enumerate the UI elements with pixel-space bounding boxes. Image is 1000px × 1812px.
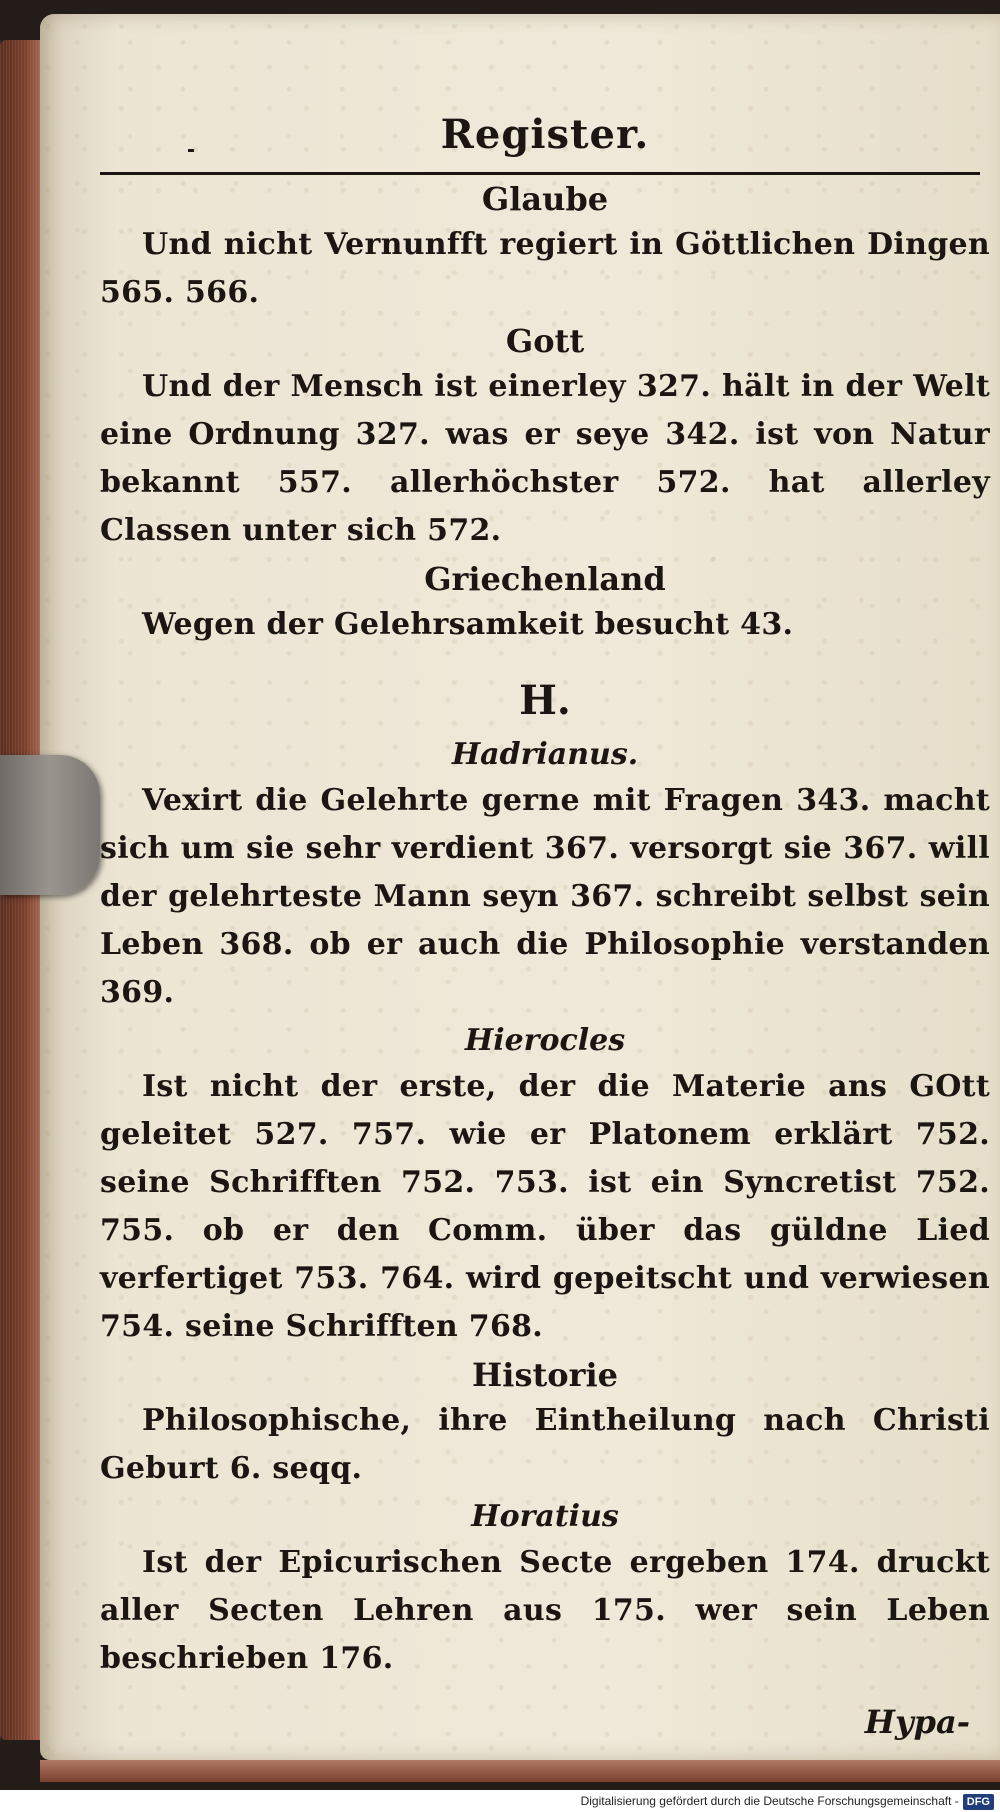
- entry-text: Und nicht Vernunfft regiert in Göttlichen Dingen 565. 566.: [100, 227, 990, 310]
- entry-griechenland: [100, 557, 990, 649]
- entry-heading: Griechenland: [424, 560, 666, 598]
- entry-glaube: [100, 177, 990, 317]
- entry-heading: Historie: [472, 1356, 618, 1394]
- entry-text: Vexirt die Gelehrte gerne mit Fragen 343. macht sich um sie sehr verdient 367. versorgt sie 367. will der gelehrteste Mann seyn 367. schreibt selbst sein Leben 368. ob er auch die Philosophie verstanden 369.: [100, 783, 990, 1010]
- section-letter-h: H.: [519, 677, 571, 724]
- entry-hadrianus: [100, 733, 990, 1017]
- entry-text: Ist der Epicurischen Secte ergeben 174. druckt aller Secten Lehren aus 175. wer sein Leben beschrieben 176.: [100, 1545, 990, 1676]
- header-rule: [100, 172, 980, 175]
- footer-text: Digitalisierung gefördert durch die Deutsche Forschungsgemeinschaft -: [580, 1794, 959, 1808]
- entry-horatius: [100, 1495, 990, 1683]
- page-content: [100, 110, 990, 1741]
- entry-heading: Hierocles: [464, 1023, 626, 1058]
- entry-text: Und der Mensch ist einerley 327. hält in der Welt eine Ordnung 327. was er seye 342. ist von Natur bekannt 557. allerhöchster 572. hat allerley Classen unter sich 572.: [100, 369, 990, 548]
- entry-heading: Glaube: [481, 180, 609, 218]
- running-header: Register.: [440, 111, 650, 158]
- book-bottom-edge: [40, 1760, 1000, 1782]
- entry-gott: [100, 319, 990, 555]
- entry-heading: Horatius: [471, 1499, 619, 1534]
- entry-text: Wegen der Gelehrsamkeit besucht 43.: [142, 607, 794, 642]
- catchword: Hypa-: [864, 1703, 970, 1741]
- entry-heading: Gott: [505, 322, 585, 360]
- entry-text: Ist nicht der erste, der die Materie ans GOtt geleitet 527. 757. wie er Platonem erklärt 752. seine Schrifften 752. 753. ist ein Syncretist 752. 755. ob er den Comm. über das güldne Lied verfertiget 753. 764. wird gepeitscht und verwiesen 754. seine Schrifften 768.: [100, 1069, 990, 1344]
- page-clip: [0, 755, 100, 895]
- dfg-logo[interactable]: DFG: [963, 1794, 994, 1810]
- entry-heading: Hadrianus.: [451, 737, 639, 772]
- entry-historie: [100, 1353, 990, 1493]
- entry-text: Philosophische, ihre Eintheilung nach Christi Geburt 6. seqq.: [100, 1403, 990, 1486]
- entry-hierocles: [100, 1019, 990, 1351]
- digitization-footer: [0, 1790, 1000, 1812]
